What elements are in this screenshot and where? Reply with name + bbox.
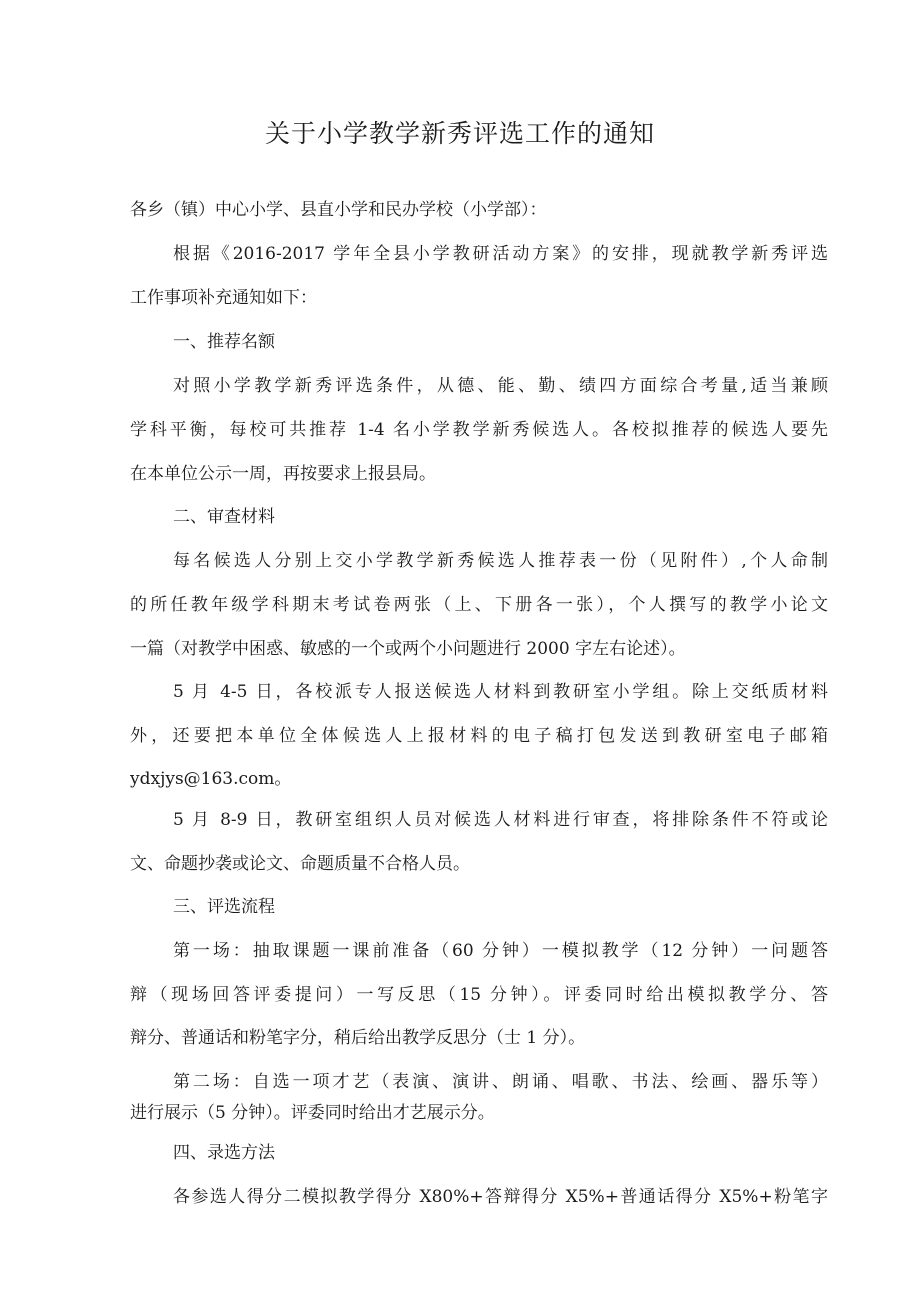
paragraph-line: 一篇（对教学中困惑、敏感的一个或两个小问题进行 2000 字左右论述）。 [130,639,686,659]
paragraph-line: 在本单位公示一周，再按要求上报县局。 [130,464,436,484]
paragraph-line: 第二场：自选一项才艺（表演、演讲、朗诵、唱歌、书法、绘画、器乐等） [173,1072,828,1092]
paragraph-line: 5 月 4-5 日，各校派专人报送候选人材料到教研室小学组。除上交纸质材料 [173,682,828,702]
paragraph-line: 每名候选人分别上交小学教学新秀候选人推荐表一份（见附件）,个人命制 [173,551,828,571]
paragraph-line: 根据《2016-2017 学年全县小学教研活动方案》的安排，现就教学新秀评选 [173,244,828,264]
section-heading: 三、评选流程 [173,897,275,917]
salutation: 各乡（镇）中心小学、县直小学和民办学校（小学部）： [130,200,547,220]
paragraph-line: 学科平衡，每校可共推荐 1-4 名小学教学新秀候选人。各校拟推荐的候选人要先 [130,420,828,440]
paragraph-line: 对照小学教学新秀评选条件，从德、能、勤、绩四方面综合考量,适当兼顾 [173,376,828,396]
email-address: ydxjys@163.com。 [130,769,292,789]
paragraph-line: 第一场：抽取课题一课前准备（60 分钟）一模拟教学（12 分钟）一问题答 [173,941,828,961]
paragraph-line: 各参选人得分二模拟教学得分 X80%+答辩得分 X5%+普通话得分 X5%+粉笔字 [173,1187,828,1207]
section-heading: 一、推荐名额 [173,332,275,352]
paragraph-line: 5 月 8-9 日，教研室组织人员对候选人材料进行审查，将排除条件不符或论 [173,810,828,830]
section-heading: 四、录选方法 [173,1143,275,1163]
paragraph-line: 辩（现场回答评委提问）一写反思（15 分钟）。评委同时给出模拟教学分、答 [130,985,828,1005]
paragraph-line: 进行展示（5 分钟）。评委同时给出才艺展示分。 [130,1103,495,1123]
paragraph-line: 辩分、普通话和粉笔字分，稍后给出教学反思分（士 1 分）。 [130,1028,586,1048]
paragraph-line: 文、命题抄袭或论文、命题质量不合格人员。 [130,854,470,874]
paragraph-line: 工作事项补充通知如下： [130,288,317,308]
section-heading: 二、审查材料 [173,507,275,527]
paragraph-line: 外，还要把本单位全体候选人上报材料的电子稿打包发送到教研室电子邮箱 [130,726,828,746]
document-title: 关于小学教学新秀评选工作的通知 [264,119,655,148]
paragraph-line: 的所任教年级学科期末考试卷两张（上、下册各一张），个人撰写的教学小论文 [130,595,828,615]
